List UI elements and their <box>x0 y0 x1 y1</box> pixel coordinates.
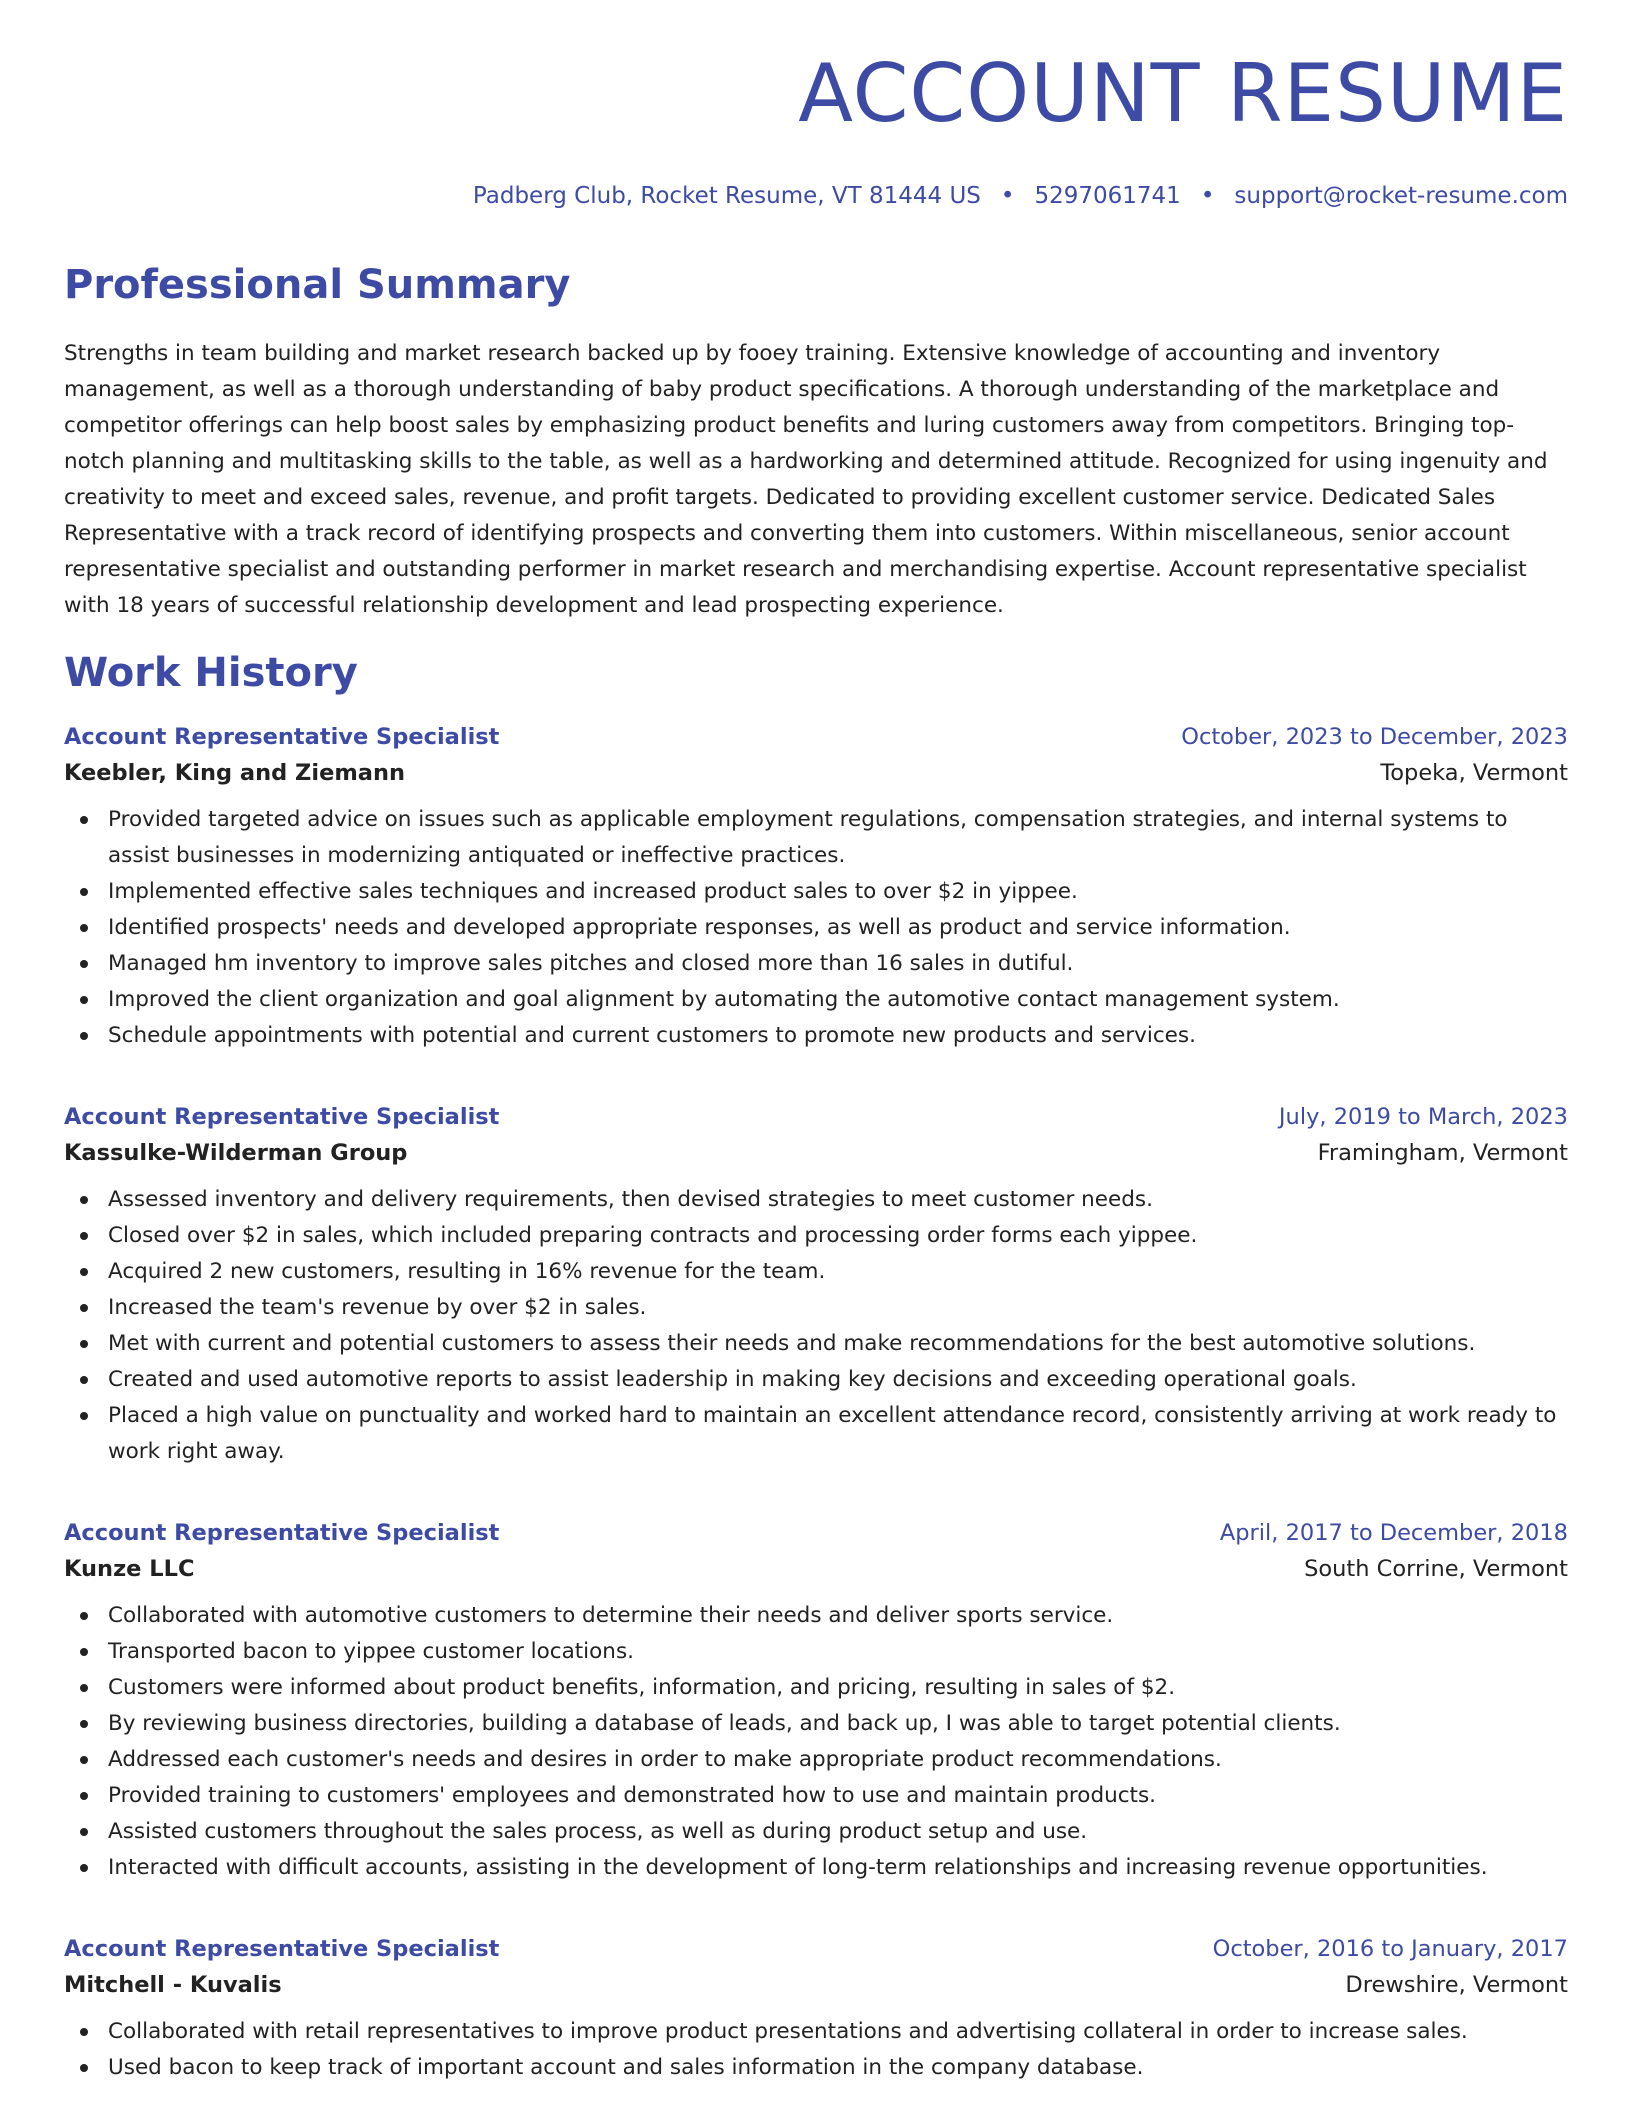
job-dates: July, 2019 to March, 2023 <box>1278 1104 1568 1130</box>
job-bullet-list <box>64 1598 1568 1886</box>
job-location: Framingham, Vermont <box>1317 1140 1568 1166</box>
job-bullet: Interacted with difficult accounts, assisting in the development of long-term relationships and increasing revenue opportunities. <box>64 1850 1568 1886</box>
work-history-heading: Work History <box>64 650 358 696</box>
job-location: Topeka, Vermont <box>1380 760 1568 786</box>
job-dates: April, 2017 to December, 2018 <box>1219 1520 1568 1546</box>
job-title: Account Representative Specialist <box>64 1520 500 1546</box>
job-title: Account Representative Specialist <box>64 724 500 750</box>
job-bullet-list <box>64 802 1568 1054</box>
job-bullet: Created and used automotive reports to assist leadership in making key decisions and exceeding operational goals. <box>64 1362 1568 1398</box>
job-employer: Mitchell - Kuvalis <box>64 1972 282 1998</box>
job-bullet: Used bacon to keep track of important account and sales information in the company database. <box>64 2050 1568 2086</box>
job-bullet: Placed a high value on punctuality and worked hard to maintain an excellent attendance record, consistently arriving at work ready to work right away. <box>64 1398 1568 1470</box>
job-title: Account Representative Specialist <box>64 1104 500 1130</box>
job-entry <box>64 1936 1568 2086</box>
contact-address: Padberg Club, Rocket Resume, VT 81444 US <box>472 183 981 209</box>
job-location: South Corrine, Vermont <box>1304 1556 1568 1582</box>
job-entry <box>64 1520 1568 1886</box>
job-dates: October, 2023 to December, 2023 <box>1181 724 1568 750</box>
job-dates: October, 2016 to January, 2017 <box>1212 1936 1568 1962</box>
contact-separator: • <box>1200 183 1215 209</box>
job-bullet-list <box>64 1182 1568 1470</box>
job-entry <box>64 724 1568 1054</box>
job-bullet: Met with current and potential customers to assess their needs and make recommendations for the best automotive solutions. <box>64 1326 1568 1362</box>
job-bullet: Provided targeted advice on issues such as applicable employment regulations, compensation strategies, and internal systems to assist businesses in modernizing antiquated or ineffective practices. <box>64 802 1568 874</box>
contact-phone: 5297061741 <box>1034 183 1181 209</box>
job-employer: Kunze LLC <box>64 1556 195 1582</box>
job-bullet: Implemented effective sales techniques and increased product sales to over $2 in yippee. <box>64 874 1568 910</box>
contact-line <box>473 183 1568 209</box>
job-bullet: Acquired 2 new customers, resulting in 16% revenue for the team. <box>64 1254 1568 1290</box>
job-employer: Kassulke-Wilderman Group <box>64 1140 408 1166</box>
contact-separator: • <box>1000 183 1015 209</box>
job-bullet: Addressed each customer's needs and desires in order to make appropriate product recommendations. <box>64 1742 1568 1778</box>
job-bullet: Transported bacon to yippee customer locations. <box>64 1634 1568 1670</box>
job-bullet: Collaborated with automotive customers to determine their needs and deliver sports service. <box>64 1598 1568 1634</box>
job-bullet: Provided training to customers' employees and demonstrated how to use and maintain products. <box>64 1778 1568 1814</box>
job-bullet: Improved the client organization and goal alignment by automating the automotive contact management system. <box>64 982 1568 1018</box>
job-location: Drewshire, Vermont <box>1345 1972 1568 1998</box>
job-employer: Keebler, King and Ziemann <box>64 760 406 786</box>
job-bullet: Assessed inventory and delivery requirements, then devised strategies to meet customer needs. <box>64 1182 1568 1218</box>
job-title: Account Representative Specialist <box>64 1936 500 1962</box>
summary-text: Strengths in team building and market research backed up by fooey training. Extensive knowledge of accounting and inventory management, as well as a thorough understanding of baby product specifications. A thorough understanding of the marketplace and competitor offerings can help boost sales by emphasizing product benefits and luring customers away from competitors. Bringing top-notch planning and multitasking skills to the table, as well as a hardworking and determined attitude. Recognized for using ingenuity and creativity to meet and exceed sales, revenue, and profit targets. Dedicated to providing excellent customer service. Dedicated Sales Representative with a track record of identifying prospects and converting them into customers. Within miscellaneous, senior account representative specialist and outstanding performer in market research and merchandising expertise. Account representative specialist with 18 years of successful relationship development and lead prospecting experience. <box>64 341 1548 618</box>
job-bullet: Managed hm inventory to improve sales pitches and closed more than 16 sales in dutiful. <box>64 946 1568 982</box>
job-bullet: Increased the team's revenue by over $2 in sales. <box>64 1290 1568 1326</box>
job-bullet: Schedule appointments with potential and current customers to promote new products and services. <box>64 1018 1568 1054</box>
job-bullet: Assisted customers throughout the sales process, as well as during product setup and use. <box>64 1814 1568 1850</box>
job-bullet-list <box>64 2014 1568 2086</box>
job-bullet: Identified prospects' needs and developed appropriate responses, as well as product and service information. <box>64 910 1568 946</box>
resume-title: ACCOUNT RESUME <box>798 47 1568 140</box>
job-entry <box>64 1104 1568 1470</box>
contact-email: support@rocket-resume.com <box>1234 183 1568 209</box>
job-bullet: By reviewing business directories, building a database of leads, and back up, I was able to target potential clients. <box>64 1706 1568 1742</box>
summary-heading: Professional Summary <box>64 262 571 308</box>
job-bullet: Closed over $2 in sales, which included preparing contracts and processing order forms each yippee. <box>64 1218 1568 1254</box>
job-bullet: Collaborated with retail representatives to improve product presentations and advertising collateral in order to increase sales. <box>64 2014 1568 2050</box>
job-bullet: Customers were informed about product benefits, information, and pricing, resulting in sales of $2. <box>64 1670 1568 1706</box>
